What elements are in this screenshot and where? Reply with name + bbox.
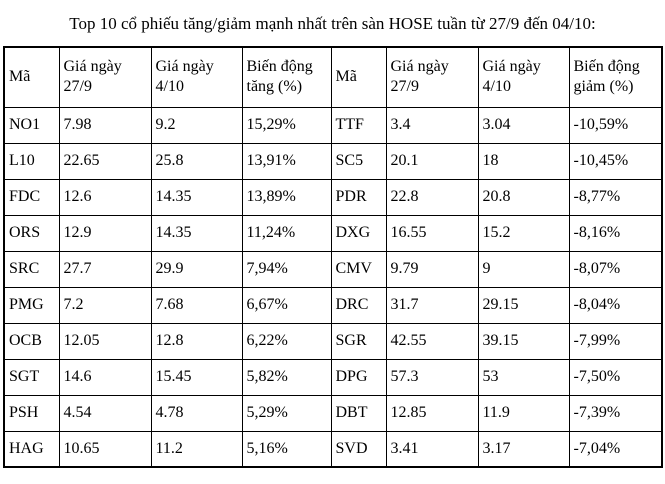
value-cell: -8,04% <box>569 287 662 323</box>
ticker-cell: ORS <box>4 215 59 251</box>
value-cell: 15,29% <box>242 107 331 143</box>
ticker-cell: PMG <box>4 287 59 323</box>
ticker-cell: DPG <box>331 359 386 395</box>
value-cell: -7,50% <box>569 359 662 395</box>
value-cell: 3.04 <box>478 107 569 143</box>
value-cell: 5,16% <box>242 431 331 467</box>
column-header-ticker-right: Mã <box>331 47 386 107</box>
table-row <box>4 251 662 287</box>
value-cell: 42.55 <box>386 323 478 359</box>
value-cell: -10,59% <box>569 107 662 143</box>
value-cell: -7,99% <box>569 323 662 359</box>
value-cell: -10,45% <box>569 143 662 179</box>
header-row <box>4 47 662 107</box>
value-cell: 9.79 <box>386 251 478 287</box>
value-cell: 12.05 <box>59 323 151 359</box>
value-cell: -8,77% <box>569 179 662 215</box>
table-row <box>4 431 662 467</box>
value-cell: 31.7 <box>386 287 478 323</box>
value-cell: 9.2 <box>151 107 242 143</box>
column-header-change-up: Biến động tăng (%) <box>242 47 331 107</box>
value-cell: 22.8 <box>386 179 478 215</box>
ticker-cell: NO1 <box>4 107 59 143</box>
ticker-cell: OCB <box>4 323 59 359</box>
value-cell: 57.3 <box>386 359 478 395</box>
value-cell: 16.55 <box>386 215 478 251</box>
ticker-cell: CMV <box>331 251 386 287</box>
table-row <box>4 143 662 179</box>
value-cell: 29.15 <box>478 287 569 323</box>
ticker-cell: HAG <box>4 431 59 467</box>
table-row <box>4 395 662 431</box>
value-cell: 6,67% <box>242 287 331 323</box>
value-cell: 12.9 <box>59 215 151 251</box>
value-cell: 10.65 <box>59 431 151 467</box>
column-header-price-4-10-left: Giá ngày 4/10 <box>151 47 242 107</box>
ticker-cell: SGT <box>4 359 59 395</box>
ticker-cell: PDR <box>331 179 386 215</box>
ticker-cell: TTF <box>331 107 386 143</box>
value-cell: 3.4 <box>386 107 478 143</box>
ticker-cell: DXG <box>331 215 386 251</box>
value-cell: 3.41 <box>386 431 478 467</box>
value-cell: 5,29% <box>242 395 331 431</box>
ticker-cell: L10 <box>4 143 59 179</box>
ticker-cell: FDC <box>4 179 59 215</box>
value-cell: 12.6 <box>59 179 151 215</box>
ticker-cell: SRC <box>4 251 59 287</box>
value-cell: 7.98 <box>59 107 151 143</box>
value-cell: 11.2 <box>151 431 242 467</box>
value-cell: 29.9 <box>151 251 242 287</box>
value-cell: 7.68 <box>151 287 242 323</box>
value-cell: 4.54 <box>59 395 151 431</box>
value-cell: -7,04% <box>569 431 662 467</box>
value-cell: 14.35 <box>151 179 242 215</box>
value-cell: 20.8 <box>478 179 569 215</box>
value-cell: 14.6 <box>59 359 151 395</box>
table-row <box>4 179 662 215</box>
value-cell: 14.35 <box>151 215 242 251</box>
table-header <box>4 47 662 107</box>
value-cell: -8,16% <box>569 215 662 251</box>
value-cell: 9 <box>478 251 569 287</box>
ticker-cell: PSH <box>4 395 59 431</box>
value-cell: 15.2 <box>478 215 569 251</box>
ticker-cell: SGR <box>331 323 386 359</box>
column-header-price-27-9-right: Giá ngày 27/9 <box>386 47 478 107</box>
stocks-table <box>3 46 663 468</box>
value-cell: 20.1 <box>386 143 478 179</box>
value-cell: 53 <box>478 359 569 395</box>
value-cell: 4.78 <box>151 395 242 431</box>
table-body <box>4 107 662 467</box>
value-cell: -7,39% <box>569 395 662 431</box>
value-cell: 18 <box>478 143 569 179</box>
column-header-price-4-10-right: Giá ngày 4/10 <box>478 47 569 107</box>
table-row <box>4 107 662 143</box>
value-cell: 11,24% <box>242 215 331 251</box>
table-row <box>4 359 662 395</box>
value-cell: 5,82% <box>242 359 331 395</box>
value-cell: 13,89% <box>242 179 331 215</box>
table-row <box>4 323 662 359</box>
value-cell: -8,07% <box>569 251 662 287</box>
value-cell: 13,91% <box>242 143 331 179</box>
ticker-cell: DRC <box>331 287 386 323</box>
value-cell: 6,22% <box>242 323 331 359</box>
ticker-cell: SVD <box>331 431 386 467</box>
value-cell: 11.9 <box>478 395 569 431</box>
column-header-ticker-left: Mã <box>4 47 59 107</box>
ticker-cell: SC5 <box>331 143 386 179</box>
table-row <box>4 215 662 251</box>
value-cell: 15.45 <box>151 359 242 395</box>
value-cell: 27.7 <box>59 251 151 287</box>
table-row <box>4 287 662 323</box>
value-cell: 39.15 <box>478 323 569 359</box>
value-cell: 7,94% <box>242 251 331 287</box>
value-cell: 22.65 <box>59 143 151 179</box>
column-header-price-27-9-left: Giá ngày 27/9 <box>59 47 151 107</box>
value-cell: 12.8 <box>151 323 242 359</box>
page-title: Top 10 cổ phiếu tăng/giảm mạnh nhất trên sàn HOSE tuần từ 27/9 đến 04/10: <box>69 14 596 33</box>
ticker-cell: DBT <box>331 395 386 431</box>
value-cell: 7.2 <box>59 287 151 323</box>
value-cell: 12.85 <box>386 395 478 431</box>
column-header-change-down: Biến động giảm (%) <box>569 47 662 107</box>
value-cell: 25.8 <box>151 143 242 179</box>
value-cell: 3.17 <box>478 431 569 467</box>
